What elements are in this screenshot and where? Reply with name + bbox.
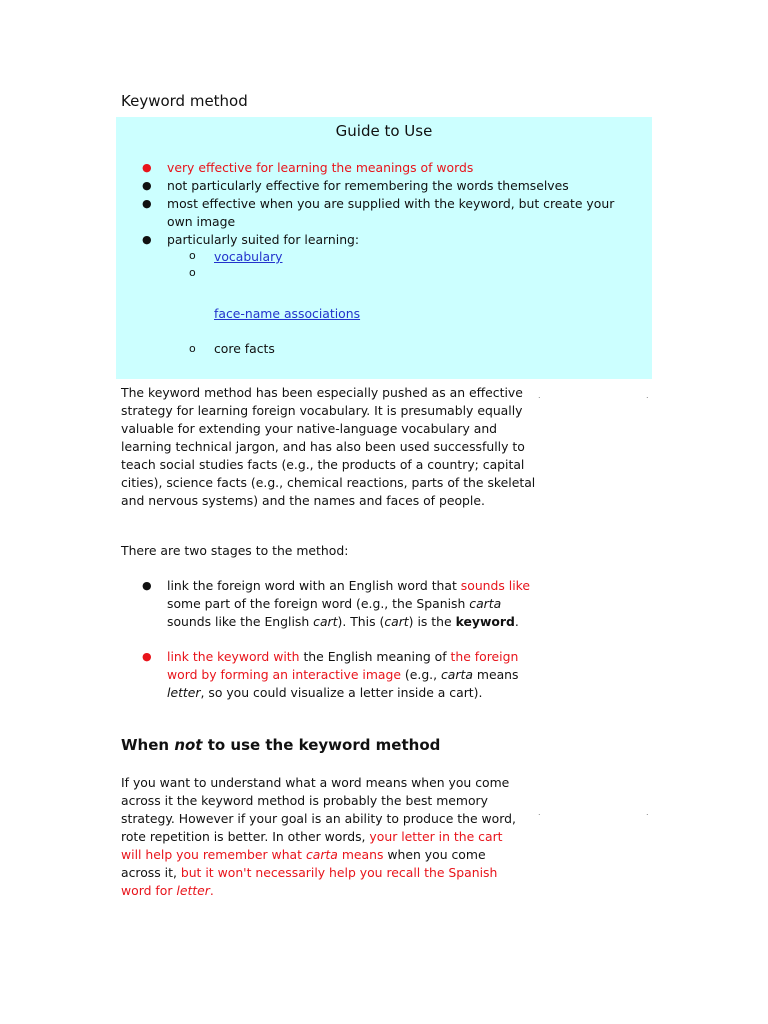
- guide-title: Guide to Use: [335, 122, 433, 140]
- section-heading: When not to use the keyword method: [121, 736, 441, 754]
- guide-item: very effective for learning the meanings of words: [167, 160, 474, 175]
- guide-item: particularly suited for learning:: [167, 232, 360, 247]
- stage-2: link the keyword with the English meaning of the foreign word by forming an interactive image (e.g., carta means letter, so you could visualize a letter inside a cart).: [167, 649, 519, 700]
- vocabulary-link[interactable]: vocabulary: [214, 249, 283, 264]
- bullet-icon: ●: [142, 197, 152, 210]
- stray-mark: .: [646, 808, 649, 817]
- guide-item: not particularly effective for remembering the words themselves: [167, 178, 569, 193]
- guide-item: most effective when you are supplied with the keyword, but create your own image: [167, 196, 615, 229]
- stages-intro: There are two stages to the method:: [121, 543, 349, 558]
- stray-mark: .: [538, 391, 541, 400]
- page-title: Keyword method: [121, 92, 248, 110]
- bullet-icon: ●: [142, 650, 152, 663]
- bullet-icon: ●: [142, 179, 152, 192]
- stray-mark: .: [538, 808, 541, 817]
- section2-paragraph: If you want to understand what a word means when you come across it the keyword method is probably the best memory strategy. However if your goal is an ability to produce the word, rote repetition is better. In other words, your letter in the cart will help you remember what carta means when you come across it, but it won't necessarily help you recall the Spanish word for letter.: [121, 775, 516, 898]
- bullet-icon: ●: [142, 161, 152, 174]
- circle-bullet-icon: o: [189, 342, 196, 355]
- intro-paragraph: The keyword method has been especially pushed as an effective strategy for learning foreign vocabulary. It is presumably equally valuable for extending your native-language vocabulary and learning technical jargon, and has also been used successfully to teach social studies facts (e.g., the products of a country; capital cities), science facts (e.g., chemical reactions, parts of the skeletal and nervous systems) and the names and faces of people.: [121, 385, 536, 508]
- face-name-associations-link[interactable]: face-name associations: [214, 306, 361, 321]
- bullet-icon: ●: [142, 233, 152, 246]
- stage-1: link the foreign word with an English word that sounds like some part of the foreign word (e.g., the Spanish carta sounds like the English cart). This (cart) is the keyword.: [167, 578, 531, 629]
- circle-bullet-icon: o: [189, 249, 196, 262]
- circle-bullet-icon: o: [189, 266, 196, 279]
- bullet-icon: ●: [142, 579, 152, 592]
- guide-subitem: core facts: [214, 341, 275, 356]
- stray-mark: .: [646, 391, 649, 400]
